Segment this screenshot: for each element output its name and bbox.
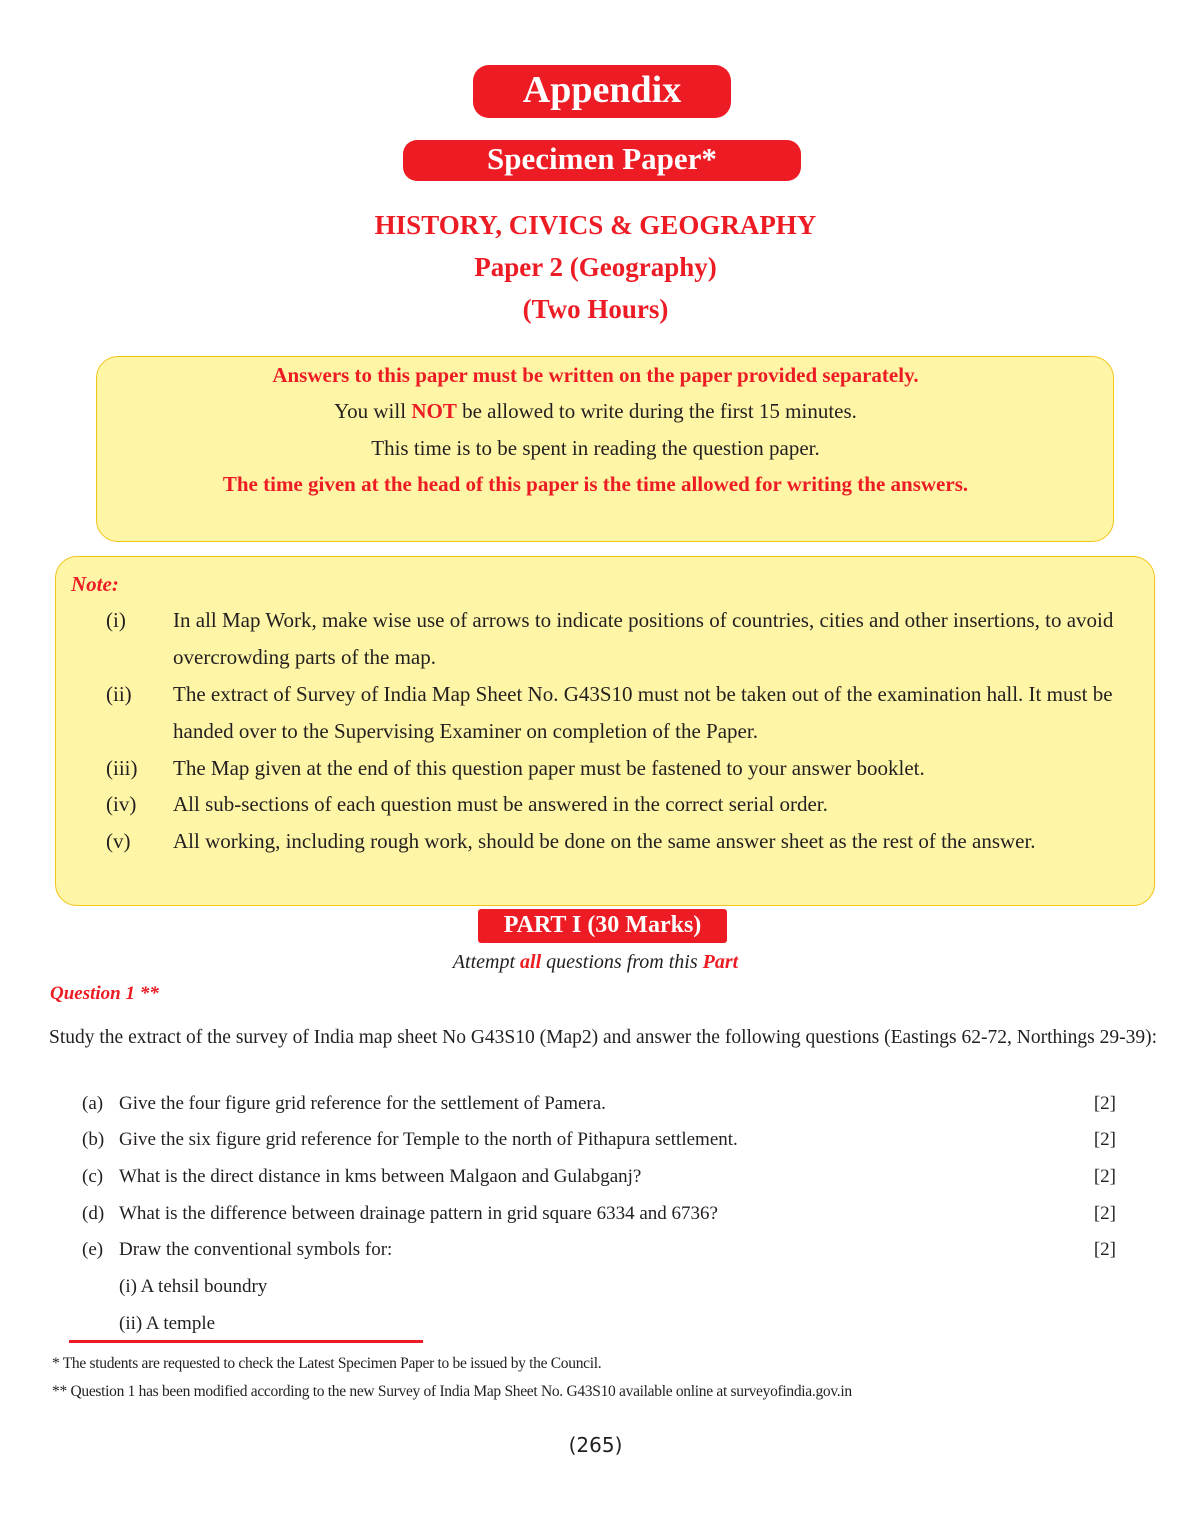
item-text: Give the four figure grid reference for the settlement of Pamera.	[119, 1093, 606, 1114]
subject-heading: HISTORY, CIVICS & GEOGRAPHY	[374, 210, 817, 240]
part-label: PART I (30 Marks)	[503, 912, 702, 938]
instruction-3: This time is to be spent in reading the question paper.	[371, 436, 820, 460]
item-label: (d)	[82, 1203, 105, 1224]
footnote-divider	[69, 1340, 423, 1343]
note-num: (v)	[106, 829, 131, 853]
duration-heading: (Two Hours)	[522, 294, 669, 324]
item-label: (a)	[82, 1093, 104, 1114]
question-title: Question 1 **	[50, 983, 159, 1004]
item-text: What is the difference between drainage pattern in grid square 6334 and 6736?	[119, 1203, 718, 1224]
attempt-pre: Attempt	[452, 951, 521, 973]
sub-item: (i) A tehsil boundry	[119, 1276, 268, 1297]
attempt-part: Part	[702, 951, 739, 973]
instruction-2	[0, 399, 1191, 424]
sub-item: (ii) A temple	[119, 1313, 216, 1334]
attempt-all: all	[520, 951, 542, 973]
item-marks: [2]	[1093, 1203, 1116, 1224]
note-text: The Map given at the end of this question paper must be fastened to your answer booklet.	[173, 756, 925, 780]
specimen-banner	[403, 140, 801, 181]
note-num: (iii)	[106, 756, 138, 780]
note-num: (ii)	[106, 682, 132, 706]
attempt-instruction	[0, 951, 1191, 974]
note-text: All sub-sections of each question must be answered in the correct serial order.	[173, 792, 828, 816]
item-marks: [2]	[1093, 1239, 1116, 1260]
question-intro: Study the extract of the survey of India map sheet No G43S10 (Map2) and answer the following questions (Eastings 62-72, Northings 29-39):	[49, 1027, 1158, 1048]
item-label: (c)	[82, 1166, 104, 1187]
note-text: All working, including rough work, should be done on the same answer sheet as the rest of the answer.	[173, 829, 1036, 853]
specimen-title: Specimen Paper*	[487, 141, 717, 176]
note-num: (iv)	[106, 792, 137, 816]
page-number: (265)	[568, 1433, 623, 1457]
appendix-title: Appendix	[522, 69, 682, 111]
part-banner	[478, 909, 727, 943]
instruction-4: The time given at the head of this paper is the time allowed for writing the answers.	[222, 472, 969, 496]
note-text: The extract of Survey of India Map Sheet No. G43S10 must not be taken out of the examination hall. It must be handed over to the Supervising Examiner on completion of the Paper.	[173, 682, 1113, 743]
item-marks: [2]	[1093, 1166, 1116, 1187]
footnote: * The students are requested to check the Latest Specimen Paper to be issued by the Council.	[52, 1355, 602, 1372]
instruction-2-emphasis: NOT	[411, 399, 457, 423]
item-marks: [2]	[1093, 1093, 1116, 1114]
attempt-mid: questions from this	[541, 951, 703, 973]
paper-heading: Paper 2 (Geography)	[474, 252, 717, 282]
note-num: (i)	[106, 608, 126, 632]
instruction-1: Answers to this paper must be written on the paper provided separately.	[272, 363, 919, 387]
note-title: Note:	[71, 572, 119, 596]
item-text: What is the direct distance in kms between Malgaon and Gulabganj?	[119, 1166, 642, 1187]
footnote: ** Question 1 has been modified according to the new Survey of India Map Sheet No. G43S10 available online at surveyofindia.gov.in	[52, 1383, 852, 1400]
note-text: In all Map Work, make wise use of arrows to indicate positions of countries, cities and other insertions, to avoid overcrowding parts of the map.	[173, 608, 1114, 669]
item-label: (b)	[82, 1129, 105, 1150]
appendix-banner	[473, 65, 731, 118]
item-text: Draw the conventional symbols for:	[119, 1239, 393, 1260]
instruction-2-post: be allowed to write during the first 15 minutes.	[456, 399, 857, 423]
instruction-2-pre: You will	[334, 399, 412, 423]
item-marks: [2]	[1093, 1129, 1116, 1150]
item-text: Give the six figure grid reference for Temple to the north of Pithapura settlement.	[119, 1129, 738, 1150]
item-label: (e)	[82, 1239, 104, 1260]
